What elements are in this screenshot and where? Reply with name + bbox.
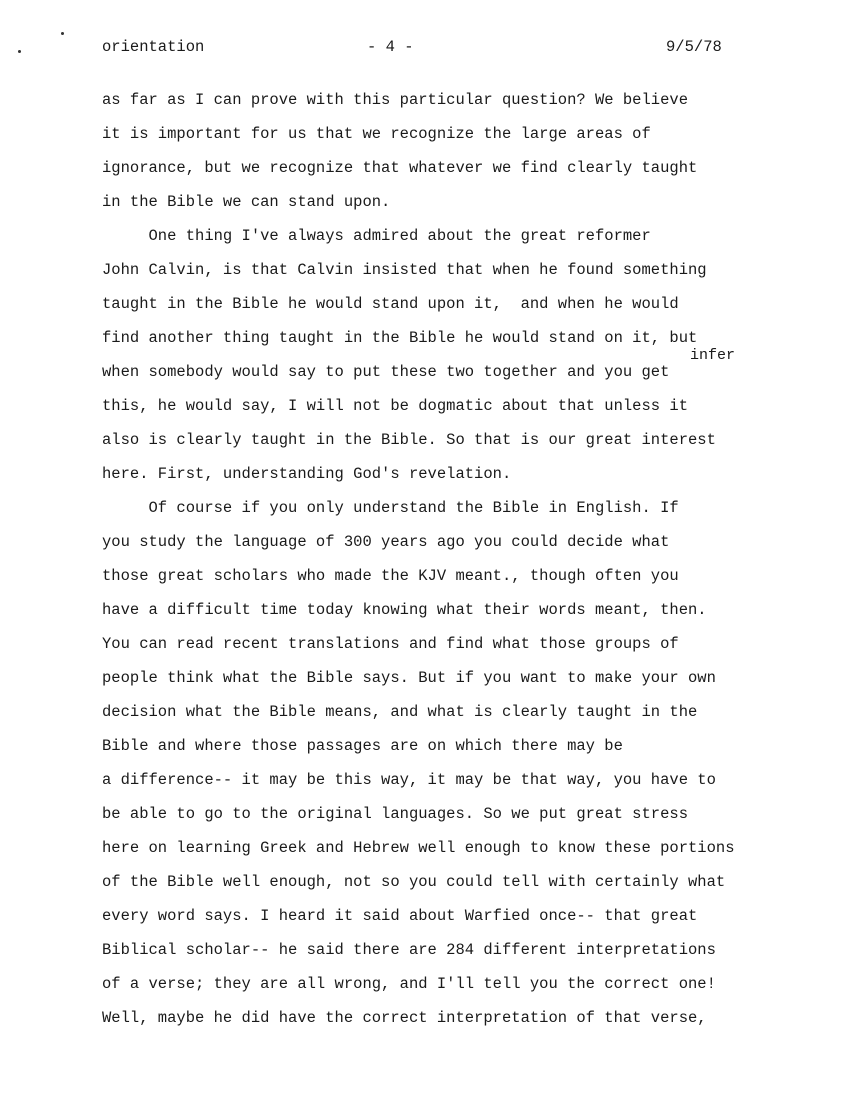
text-line: here. First, understanding God's revelation. — [102, 465, 512, 483]
text-line: every word says. I heard it said about Warfied once-- that great — [102, 907, 698, 925]
text-line: One thing I've always admired about the great reformer — [102, 227, 651, 245]
text-line: those great scholars who made the KJV meant., though often you — [102, 567, 679, 585]
text-line: a difference-- it may be this way, it may be that way, you have to — [102, 771, 716, 789]
text-line: this, he would say, I will not be dogmatic about that unless it — [102, 397, 688, 415]
text-line: of the Bible well enough, not so you could tell with certainly what — [102, 873, 726, 891]
text-line: it is important for us that we recognize the large areas of — [102, 125, 651, 143]
text-line: find another thing taught in the Bible he would stand on it, but — [102, 329, 698, 347]
text-line: Bible and where those passages are on which there may be — [102, 737, 623, 755]
text-line: when somebody would say to put these two together and you get — [102, 363, 670, 381]
text-line: also is clearly taught in the Bible. So that is our great interest — [102, 431, 716, 449]
page-number: - 4 - — [367, 38, 414, 56]
text-line: be able to go to the original languages. So we put great stress — [102, 805, 688, 823]
text-line: ignorance, but we recognize that whatever we find clearly taught — [102, 159, 698, 177]
header-date: 9/5/78 — [666, 38, 722, 56]
text-line: as far as I can prove with this particular question? We believe — [102, 91, 688, 109]
text-line: Biblical scholar-- he said there are 284 different interpretations — [102, 941, 716, 959]
page-header — [0, 38, 847, 60]
text-line: Well, maybe he did have the correct interpretation of that verse, — [102, 1009, 707, 1027]
text-line: people think what the Bible says. But if you want to make your own — [102, 669, 716, 687]
text-line: you study the language of 300 years ago you could decide what — [102, 533, 670, 551]
text-line: John Calvin, is that Calvin insisted that when he found something — [102, 261, 707, 279]
text-line: taught in the Bible he would stand upon it, and when he would — [102, 295, 679, 313]
text-line: Of course if you only understand the Bible in English. If — [102, 499, 679, 517]
text-line: of a verse; they are all wrong, and I'll tell you the correct one! — [102, 975, 716, 993]
text-line: have a difficult time today knowing what their words meant, then. — [102, 601, 707, 619]
header-title: orientation — [102, 38, 205, 56]
page-speck — [61, 32, 64, 35]
text-line: You can read recent translations and find what those groups of — [102, 635, 679, 653]
handwritten-insertion: infer — [690, 347, 736, 364]
text-line: here on learning Greek and Hebrew well enough to know these portions — [102, 839, 735, 857]
text-line: in the Bible we can stand upon. — [102, 193, 391, 211]
text-line: decision what the Bible means, and what is clearly taught in the — [102, 703, 698, 721]
